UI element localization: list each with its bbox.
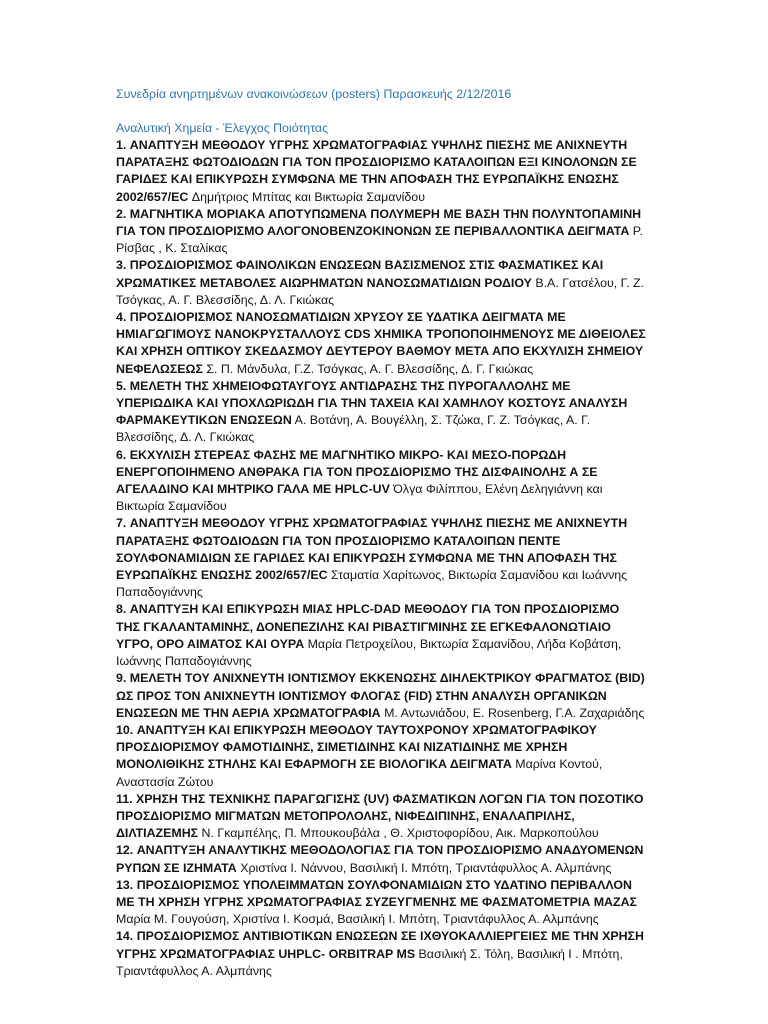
entry-number: 12.: [116, 843, 134, 858]
entry-title: ΑΝΑΠΤΥΞΗ ΚΑΙ ΕΠΙΚΥΡΩΣΗ ΜΙΑΣ HPLC-DAD ΜΕΘΟΔΟΥ ΓΙΑ ΤΟΝ ΠΡΟΣΔΙΟΡΙΣΜΟ ΤΗΣ ΓΚΑΛΑΝΤΑΜΙΝΗΣ, ΔΟΝΕΠΕΖΙΛΗΣ ΚΑΙ ΡΙΒΑΣΤΙΓΜΙΝΗΣ ΣΕ ΕΓΚΕΦΑΛΟΝΩΤΙΑΙΟ ΥΓΡΟ, ΟΡΟ ΑΙΜΑΤΟΣ ΚΑΙ ΟΥΡΑ: [116, 602, 620, 651]
entry-authors: Δημήτριος Μπίτας και Βικτωρία Σαμανίδου: [191, 189, 425, 204]
poster-entry: [116, 447, 646, 516]
entry-title: ΕΚΧΥΛΙΣΗ ΣΤΕΡΕΑΣ ΦΑΣΗΣ ΜΕ ΜΑΓΝΗΤΙΚΟ ΜΙΚΡΟ- ΚΑΙ ΜΕΣΟ-ΠΟΡΩΔΗ ΕΝΕΡΓΟΠΟΙΗΜΕΝΟ ΑΝΘΡΑΚΑ ΓΙΑ ΤΟΝ ΠΡΟΣΔΙΟΡΙΣΜΟ ΤΗΣ ΔΙΣΦΑΙΝΟΛΗΣ Α ΣΕ ΑΓΕΛΑΔΙΝΟ ΚΑΙ ΜΗΤΡΙΚΟ ΓΑΛΑ ΜΕ HPLC-UV: [116, 447, 598, 497]
poster-entry: [116, 378, 646, 447]
poster-entry: [116, 137, 646, 206]
poster-entry: [116, 309, 646, 378]
entry-number: 3.: [116, 258, 127, 273]
entry-number: 1.: [116, 138, 127, 152]
entry-title: ΠΡΟΣΔΙΟΡΙΣΜΟΣ ΥΠΟΛΕΙΜΜΑΤΩΝ ΣΟΥΛΦΟΝΑΜΙΔΙΩΝ ΣΤΟ ΥΔΑΤΙΝΟ ΠΕΡΙΒΑΛΛΟΝ ΜΕ ΤΗ ΧΡΗΣΗ ΥΓΡΗΣ ΧΡΩΜΑΤΟΓΡΑΦΙΑΣ ΣΥΖΕΥΓΜΕΝΗΣ ΜΕ ΦΑΣΜΑΤΟΜΕΤΡΙΑ ΜΑΖΑΣ: [116, 877, 637, 909]
page-content: [116, 86, 646, 980]
entry-title: ΜΕΛΕΤΗ ΤΗΣ ΧΗΜΕΙΟΦΩΤΑΥΓΟΥΣ ΑΝΤΙΔΡΑΣΗΣ ΤΗΣ ΠΥΡΟΓΑΛΛΟΛΗΣ ΜΕ ΥΠΕΡΙΩΔΙΚΑ ΚΑΙ ΥΠΟΧΛΩΡΙΩΔΗ ΓΙΑ ΤΗΝ ΤΑΧΕΙΑ ΚΑΙ ΧΑΜΗΛΟΥ ΚΟΣΤΟΥΣ ΑΝΑΛΥΣΗ ΦΑΡΜΑΚΕΥΤΙΚΩΝ ΕΝΩΣΕΩΝ: [116, 378, 628, 428]
poster-list: [116, 137, 646, 980]
entry-authors: Σταματία Χαρίτωνος, Βικτωρία Σαμανίδου και Ιωάννης Παπαδογιάννης: [116, 568, 628, 600]
entry-title: ΠΡΟΣΔΙΟΡΙΣΜΟΣ ΝΑΝΟΣΩΜΑΤΙΔΙΩΝ ΧΡΥΣΟΥ ΣΕ ΥΔΑΤΙΚΑ ΔΕΙΓΜΑΤΑ ΜΕ ΗΜΙΑΓΩΓΙΜΟΥΣ ΝΑΝΟΚΡΥΣΤΑΛΛΟΥΣ CDS ΧΗΜΙΚΑ ΤΡΟΠΟΠΟΙΗΜΕΝΟΥΣ ΜΕ ΔΙΘΕΙΟΛΕΣ ΚΑΙ ΧΡΗΣΗ ΟΠΤΙΚΟΥ ΣΚΕΔΑΣΜΟΥ ΔΕΥΤΕΡΟΥ ΒΑΘΜΟΥ ΜΕΤΑ ΑΠΟ ΕΚΧΥΛΙΣΗ ΣΗΜΕΙΟΥ ΝΕΦΕΛΩΣΕΩΣ: [116, 310, 646, 376]
entry-number: 8.: [116, 602, 127, 617]
entry-authors: Β.Α. Γατσέλου, Γ. Ζ. Τσόγκας, Α. Γ. Βλεσσίδης, Δ. Λ. Γκιώκας: [116, 275, 644, 307]
entry-number: 4.: [116, 310, 127, 325]
entry-number: 7.: [116, 516, 127, 531]
entry-title: ΑΝΑΠΤΥΞΗ ΜΕΘΟΔΟΥ ΥΓΡΗΣ ΧΡΩΜΑΤΟΓΡΑΦΙΑΣ ΥΨΗΛΗΣ ΠΙΕΣΗΣ ΜΕ ΑΝΙΧΝΕΥΤΗ ΠΑΡΑΤΑΞΗΣ ΦΩΤΟΔΙΟΔΩΝ ΓΙΑ ΤΟΝ ΠΡΟΣΔΙΟΡΙΣΜΟ ΚΑΤΑΛΟΙΠΩΝ ΠΕΝΤΕ ΣΟΥΛΦΟΝΑΜΙΔΙΩΝ ΣΕ ΓΑΡΙΔΕΣ ΚΑΙ ΕΠΙΚΥΡΩΣΗ ΣΥΜΦΩΝΑ ΜΕ ΤΗΝ ΑΠΟΦΑΣΗ ΤΗΣ ΕΥΡΩΠΑΪΚΗΣ ΕΝΩΣΗΣ 2002/657/EC: [116, 516, 628, 583]
session-title: Συνεδρία ανηρτημένων ανακοινώσεων (posters) Παρασκευής 2/12/2016: [116, 87, 512, 101]
entry-authors: Μαρίνα Κοντού, Αναστασία Ζώτου: [116, 757, 603, 789]
entry-authors: Μαρία Μ. Γουγούση, Χριστίνα Ι. Κοσμά, Βασιλική Ι. Μπότη, Τριαντάφυλλος Α. Αλμπάνης: [116, 912, 599, 927]
poster-entry: [116, 791, 646, 843]
entry-authors: Μ. Αντωνιάδου, E. Rosenberg, Γ.Α. Ζαχαριάδης: [384, 705, 645, 720]
entry-authors: Ρ. Ρίσβας , Κ. Σταλίκας: [116, 224, 643, 256]
entry-authors: Ν. Γκαμπέλης, Π. Μπουκουβάλα , Θ. Χριστοφορίδου, Αικ. Μαρκοπούλου: [201, 826, 599, 841]
entry-title: ΜΕΛΕΤΗ ΤΟΥ ΑΝΙΧΝΕΥΤΗ ΙΟΝΤΙΣΜΟΥ ΕΚΚΕΝΩΣΗΣ ΔΙΗΛΕΚΤΡΙΚΟΥ ΦΡΑΓΜΑΤΟΣ (BID) ΩΣ ΠΡΟΣ ΤΟΝ ΑΝΙΧΝΕΥΤΗ ΙΟΝΤΙΣΜΟΥ ΦΛΟΓΑΣ (FID) ΣΤΗΝ ΑΝΑΛΥΣΗ ΟΡΓΑΝΙΚΩΝ ΕΝΩΣΕΩΝ ΜΕ ΤΗΝ ΑΕΡΙΑ ΧΡΩΜΑΤΟΓΡΑΦΙΑ: [116, 671, 645, 720]
poster-entry: [116, 670, 646, 722]
entry-number: 11.: [116, 791, 133, 806]
entry-number: 10.: [116, 722, 134, 737]
entry-title: ΠΡΟΣΔΙΟΡΙΣΜΟΣ ΑΝΤΙΒΙΟΤΙΚΩΝ ΕΝΩΣΕΩΝ ΣΕ ΙΧΘΥΟΚΑΛΛΙΕΡΓΕΙΕΣ ΜΕ ΤΗΝ ΧΡΗΣΗ ΥΓΡΗΣ ΧΡΩΜΑΤΟΓΡΑΦΙΑΣ UHPLC- ORBITRAP MS: [116, 929, 644, 961]
poster-entry: [116, 722, 646, 791]
entry-number: 9.: [116, 671, 127, 686]
entry-title: ΑΝΑΠΤΥΞΗ ΚΑΙ ΕΠΙΚΥΡΩΣΗ ΜΕΘΟΔΟΥ ΤΑΥΤΟΧΡΟΝΟΥ ΧΡΩΜΑΤΟΓΡΑΦΙΚΟΥ ΠΡΟΣΔΙΟΡΙΣΜΟΥ ΦΑΜΟΤΙΔΙΝΗΣ, ΣΙΜΕΤΙΔΙΝΗΣ ΚΑΙ ΝΙΖΑΤΙΔΙΝΗΣ ΜΕ ΧΡΗΣΗ ΜΟΝΟΛΙΘΙΚΗΣ ΣΤΗΛΗΣ ΚΑΙ ΕΦΑΡΜΟΓΗ ΣΕ ΒΙΟΛΟΓΙΚΑ ΔΕΙΓΜΑΤΑ: [116, 722, 597, 772]
entry-number: 2.: [116, 206, 127, 221]
entry-title: ΑΝΑΠΤΥΞΗ ΑΝΑΛΥΤΙΚΗΣ ΜΕΘΟΔΟΛΟΓΙΑΣ ΓΙΑ ΤΟΝ ΠΡΟΣΔΙΟΡΙΣΜΟ ΑΝΑΔΥΟΜΕΝΩΝ ΡΥΠΩΝ ΣΕ ΙΖΗΜΑΤΑ: [116, 843, 644, 875]
entry-authors: Όλγα Φιλίππου, Ελένη Δεληγιάννη και Βικτωρία Σαμανίδου: [116, 482, 603, 514]
entry-number: 14.: [116, 929, 134, 944]
entry-number: 5.: [116, 378, 127, 393]
entry-title: ΧΡΗΣΗ ΤΗΣ ΤΕΧΝΙΚΗΣ ΠΑΡΑΓΩΓΙΣΗΣ (UV) ΦΑΣΜΑΤΙΚΩΝ ΛΟΓΩΝ ΓΙΑ ΤΟΝ ΠΟΣΟΤΙΚΟ ΠΡΟΣΔΙΟΡΙΣΜΟ ΜΙΓΜΑΤΩΝ ΜΕΤΟΠΡΟΛΟΛΗΣ, ΝΙΦΕΔΙΠΙΝΗΣ, ΕΝΑΛΑΠΡΙΛΗΣ, ΔΙΛΤΙΑΖΕΜΗΣ: [116, 791, 644, 841]
poster-entry: [116, 206, 646, 258]
poster-entry: [116, 601, 646, 670]
entry-authors: Α. Βοτάνη, Α. Βουγέλλη, Σ. Τζώκα, Γ. Ζ. Τσόγκας, Α. Γ. Βλεσσίδης, Δ. Λ. Γκιώκας: [116, 413, 591, 445]
section-title: Αναλυτική Χημεία - Έλεγχος Ποιότητας: [116, 121, 329, 135]
poster-entry: [116, 877, 646, 929]
entry-authors: Χριστίνα Ι. Νάννου, Βασιλική Ι. Μπότη, Τριαντάφυλλος Α. Αλμπάνης: [240, 860, 612, 875]
entry-authors: Σ. Π. Μάνδυλα, Γ.Ζ. Τσόγκας, Α. Γ. Βλεσσίδης, Δ. Γ. Γκιώκας: [206, 361, 534, 376]
poster-entry: [116, 515, 646, 601]
entry-title: ΠΡΟΣΔΙΟΡΙΣΜΟΣ ΦΑΙΝΟΛΙΚΩΝ ΕΝΩΣΕΩΝ ΒΑΣΙΣΜΕΝΟΣ ΣΤΙΣ ΦΑΣΜΑΤΙΚΕΣ ΚΑΙ ΧΡΩΜΑΤΙΚΕΣ ΜΕΤΑΒΟΛΕΣ ΑΙΩΡΗΜΑΤΩΝ ΝΑΝΟΣΩΜΑΤΙΔΙΩΝ ΡΟΔΙΟΥ: [116, 258, 604, 290]
entry-authors: Μαρία Πετροχείλου, Βικτωρία Σαμανίδου, Λήδα Κοβάτση, Ιωάννης Παπαδογιάννης: [116, 636, 622, 669]
entry-authors: Βασιλική Σ. Τόλη, Βασιλική Ι . Μπότη, Τριαντάφυλλος Α. Αλμπάνης: [116, 946, 623, 978]
entry-title: ΜΑΓΝΗΤΙΚΑ ΜΟΡΙΑΚΑ ΑΠΟΤΥΠΩΜΕΝΑ ΠΟΛΥΜΕΡΗ ΜΕ ΒΑΣΗ ΤΗΝ ΠΟΛΥΝΤΟΠΑΜΙΝΗ ΓΙΑ ΤΟΝ ΠΡΟΣΔΙΟΡΙΣΜΟ ΑΛΟΓΟΝΟΒΕΝΖΟΚΙΝΟΝΩΝ ΣΕ ΠΕΡΙΒΑΛΛΟΝΤΙΚΑ ΔΕΙΓΜΑΤΑ: [116, 206, 642, 239]
entry-title: ΑΝΑΠΤΥΞΗ ΜΕΘΟΔΟΥ ΥΓΡΗΣ ΧΡΩΜΑΤΟΓΡΑΦΙΑΣ ΥΨΗΛΗΣ ΠΙΕΣΗΣ ΜΕ ΑΝΙΧΝΕΥΤΗ ΠΑΡΑΤΑΞΗΣ ΦΩΤΟΔΙΟΔΩΝ ΓΙΑ ΤΟΝ ΠΡΟΣΔΙΟΡΙΣΜΟ ΚΑΤΑΛΟΙΠΩΝ ΕΞΙ ΚΙΝΟΛΟΝΩΝ ΣΕ ΓΑΡΙΔΕΣ ΚΑΙ ΕΠΙΚΥΡΩΣΗ ΣΥΜΦΩΝΑ ΜΕ ΤΗΝ ΑΠΟΦΑΣΗ ΤΗΣ ΕΥΡΩΠΑΪΚΗΣ ΕΝΩΣΗΣ 2002/657/EC: [116, 138, 637, 204]
poster-entry: [116, 257, 646, 309]
entry-number: 13.: [116, 877, 134, 892]
entry-number: 6.: [116, 447, 127, 462]
poster-entry: [116, 928, 646, 980]
poster-entry: [116, 842, 646, 876]
